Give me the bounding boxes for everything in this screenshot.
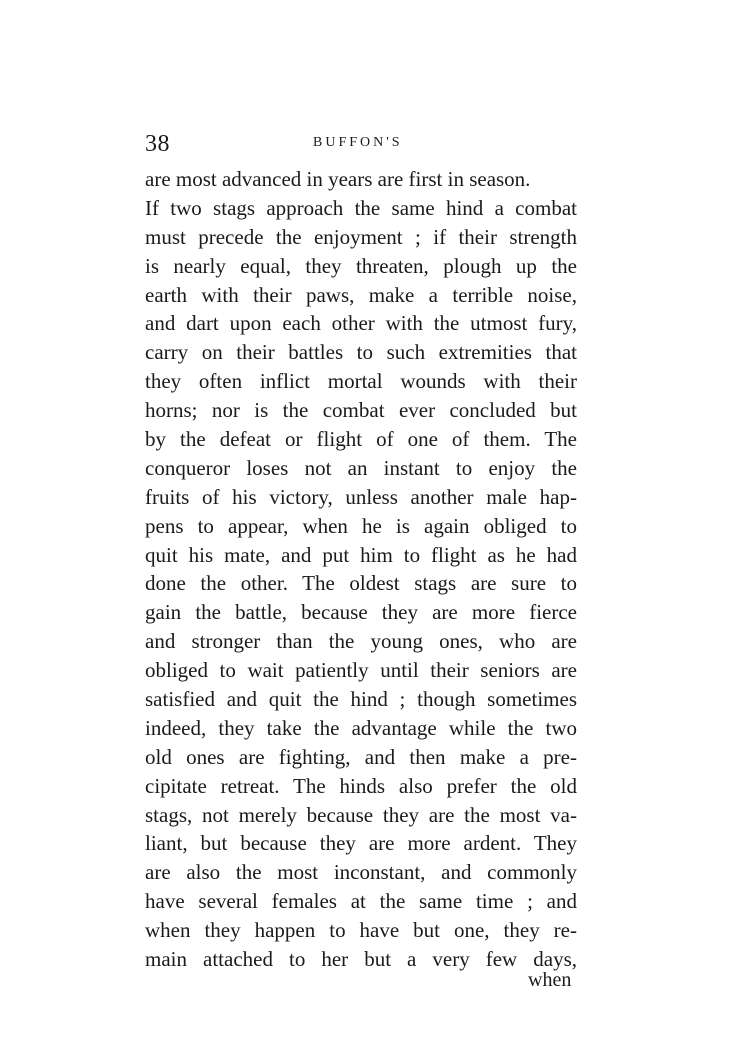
- text-line: and dart upon each other with the utmost fury,: [145, 311, 577, 336]
- text-line: and stronger than the young ones, who are: [145, 629, 577, 654]
- text-line: indeed, they take the advantage while the two: [145, 715, 577, 740]
- text-line: are most advanced in years are first in season.: [145, 167, 531, 191]
- text-line: by the defeat or flight of one of them. The: [145, 427, 577, 452]
- running-head: [145, 131, 575, 161]
- text-line: old ones are fighting, and then make a pre-: [145, 744, 577, 769]
- text-line: satisfied and quit the hind ; though sometimes: [145, 687, 577, 712]
- text-line: horns; nor is the combat ever concluded but: [145, 398, 577, 423]
- text-line: carry on their battles to such extremities that: [145, 340, 577, 365]
- text-line: If two stags approach the same hind a combat: [145, 195, 577, 220]
- page-number: 38: [145, 131, 170, 157]
- text-line: liant, but because they are more ardent. They: [145, 831, 577, 856]
- text-line: done the other. The oldest stags are sure to: [145, 571, 577, 596]
- text-line: conqueror loses not an instant to enjoy the: [145, 455, 577, 480]
- catchword: when: [528, 969, 572, 991]
- text-line: pens to appear, when he is again obliged to: [145, 513, 577, 538]
- running-head-title: BUFFON'S: [313, 135, 403, 150]
- text-line: stags, not merely because they are the most va-: [145, 802, 577, 827]
- text-line: must precede the enjoyment ; if their strength: [145, 224, 577, 249]
- text-line: have several females at the same time ; and: [145, 889, 577, 914]
- text-line: are also the most inconstant, and commonly: [145, 860, 577, 885]
- text-line: fruits of his victory, unless another male hap-: [145, 484, 577, 509]
- body-text: [145, 165, 577, 974]
- text-line: main attached to her but a very few days,: [145, 947, 577, 972]
- text-line: is nearly equal, they threaten, plough up the: [145, 253, 577, 278]
- text-line: gain the battle, because they are more fierce: [145, 600, 577, 625]
- text-line: when they happen to have but one, they re-: [145, 918, 577, 943]
- text-line: quit his mate, and put him to flight as he had: [145, 542, 577, 567]
- text-line: they often inflict mortal wounds with their: [145, 369, 577, 394]
- text-line: cipitate retreat. The hinds also prefer the old: [145, 773, 577, 798]
- text-line: earth with their paws, make a terrible noise,: [145, 282, 577, 307]
- text-line: obliged to wait patiently until their seniors are: [145, 658, 577, 683]
